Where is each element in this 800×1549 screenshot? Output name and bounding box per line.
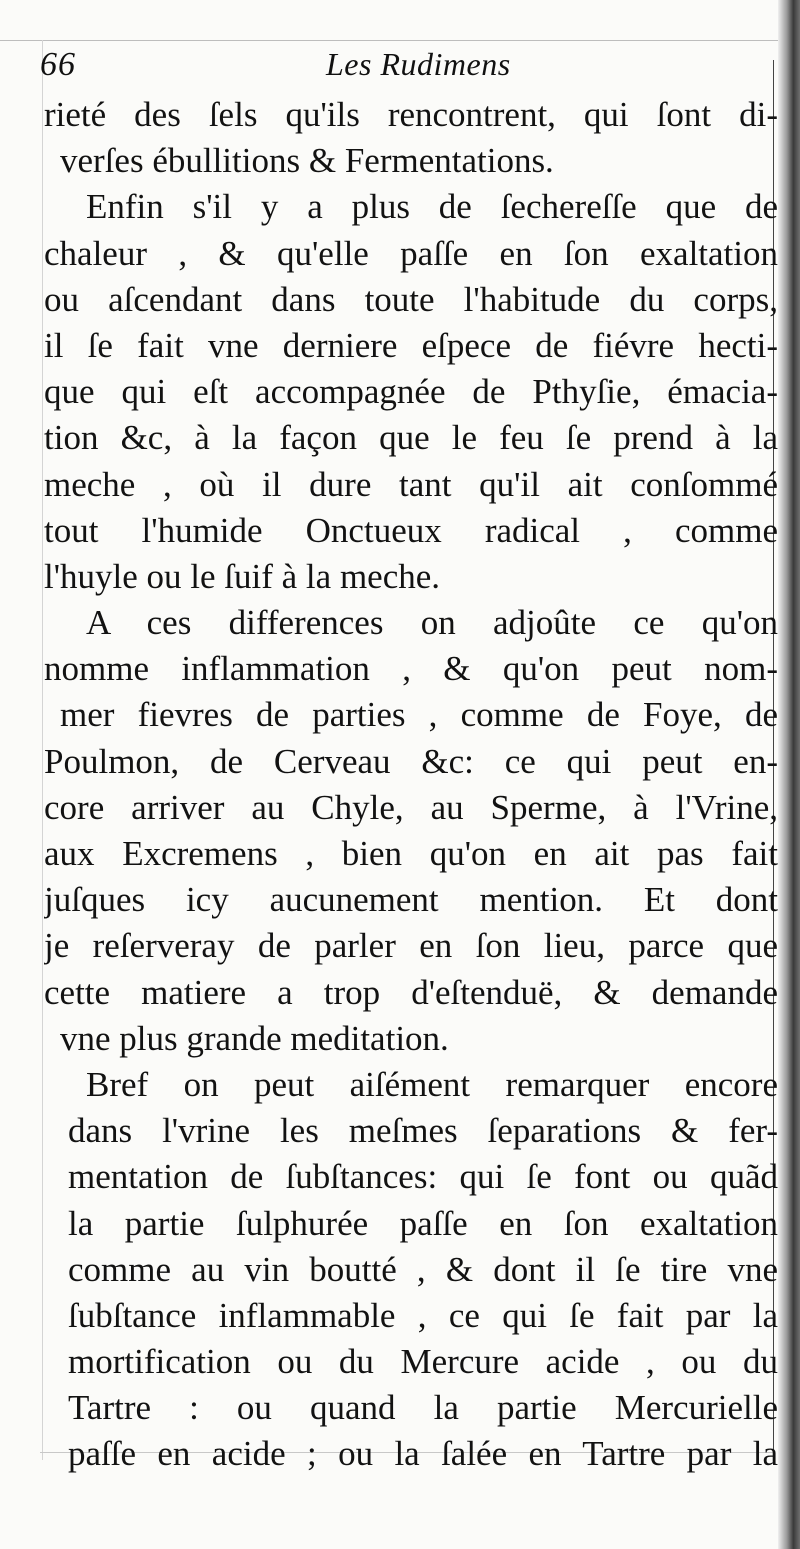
text-line: l'huyle ou le ſuif à la meche. [44,556,441,596]
text-line: paſſe en acide ; ou la ſalée en Tartre par la [68,1434,778,1474]
running-head [0,44,780,94]
text-line: tout l'humide Onctueux radical , comme [44,510,778,550]
text-line: dans l'vrine les meſmes ſeparations & fer- [68,1111,778,1151]
binding-gutter [778,0,800,1549]
text-line: cette matiere a trop d'eſtenduë, & demande [44,972,778,1012]
text-line: nomme inflammation , & qu'on peut nom- [44,649,778,689]
text-line: core arriver au Chyle, au Sperme, à l'Vrine, [44,787,778,827]
text-line: tion &c, à la façon que le feu ſe prend à la [44,418,778,458]
text-line: ou aſcendant dans toute l'habitude du corps, [44,279,778,319]
body-text [44,92,778,1478]
text-line: meche , où il dure tant qu'il ait conſommé [44,464,778,504]
text-line: aux Excremens , bien qu'on en ait pas fait [44,834,778,873]
text-line: Enfin s'il y a plus de ſechereſſe que de [86,187,778,227]
text-line: la partie ſulphurée paſſe en ſon exaltation [68,1203,778,1243]
text-line: mentation de ſubſtances: qui ſe font ou quãd [68,1157,778,1197]
text-line: A ces differences on adjoûte ce qu'on [86,603,778,643]
text-line: mortification ou du Mercure acide , ou du [68,1342,778,1382]
running-title: Les Rudimens [326,46,511,82]
text-line: verſes ébullitions & Fermentations. [60,141,554,181]
left-rule [42,40,43,1460]
text-line: chaleur , & qu'elle paſſe en ſon exaltation [44,233,778,273]
text-line: Tartre : ou quand la partie Mercurielle [68,1388,778,1428]
top-rule [0,40,780,41]
text-line: mer fievres de parties , comme de Foye, de [60,695,778,735]
text-line: vne plus grande meditation. [60,1018,449,1058]
text-line: rieté des ſels qu'ils rencontrent, qui ſont di- [44,95,778,134]
text-line: ſubſtance inflammable , ce qui ſe fait par la [68,1295,778,1335]
text-line: je reſerveray de parler en ſon lieu, parce que [44,926,778,966]
text-line: Bref on peut aiſément remarquer encore [86,1064,778,1104]
text-line: que qui eſt accompagnée de Pthyſie, émacia- [44,372,778,412]
text-line: comme au vin boutté , & dont il ſe tire vne [68,1249,778,1289]
page-number: 66 [40,46,76,83]
text-line: Poulmon, de Cerveau &c: ce qui peut en- [44,741,778,781]
text-line: il ſe fait vne derniere eſpece de fiévre hecti- [44,325,778,365]
text-line: juſques icy aucunement mention. Et dont [44,880,778,920]
